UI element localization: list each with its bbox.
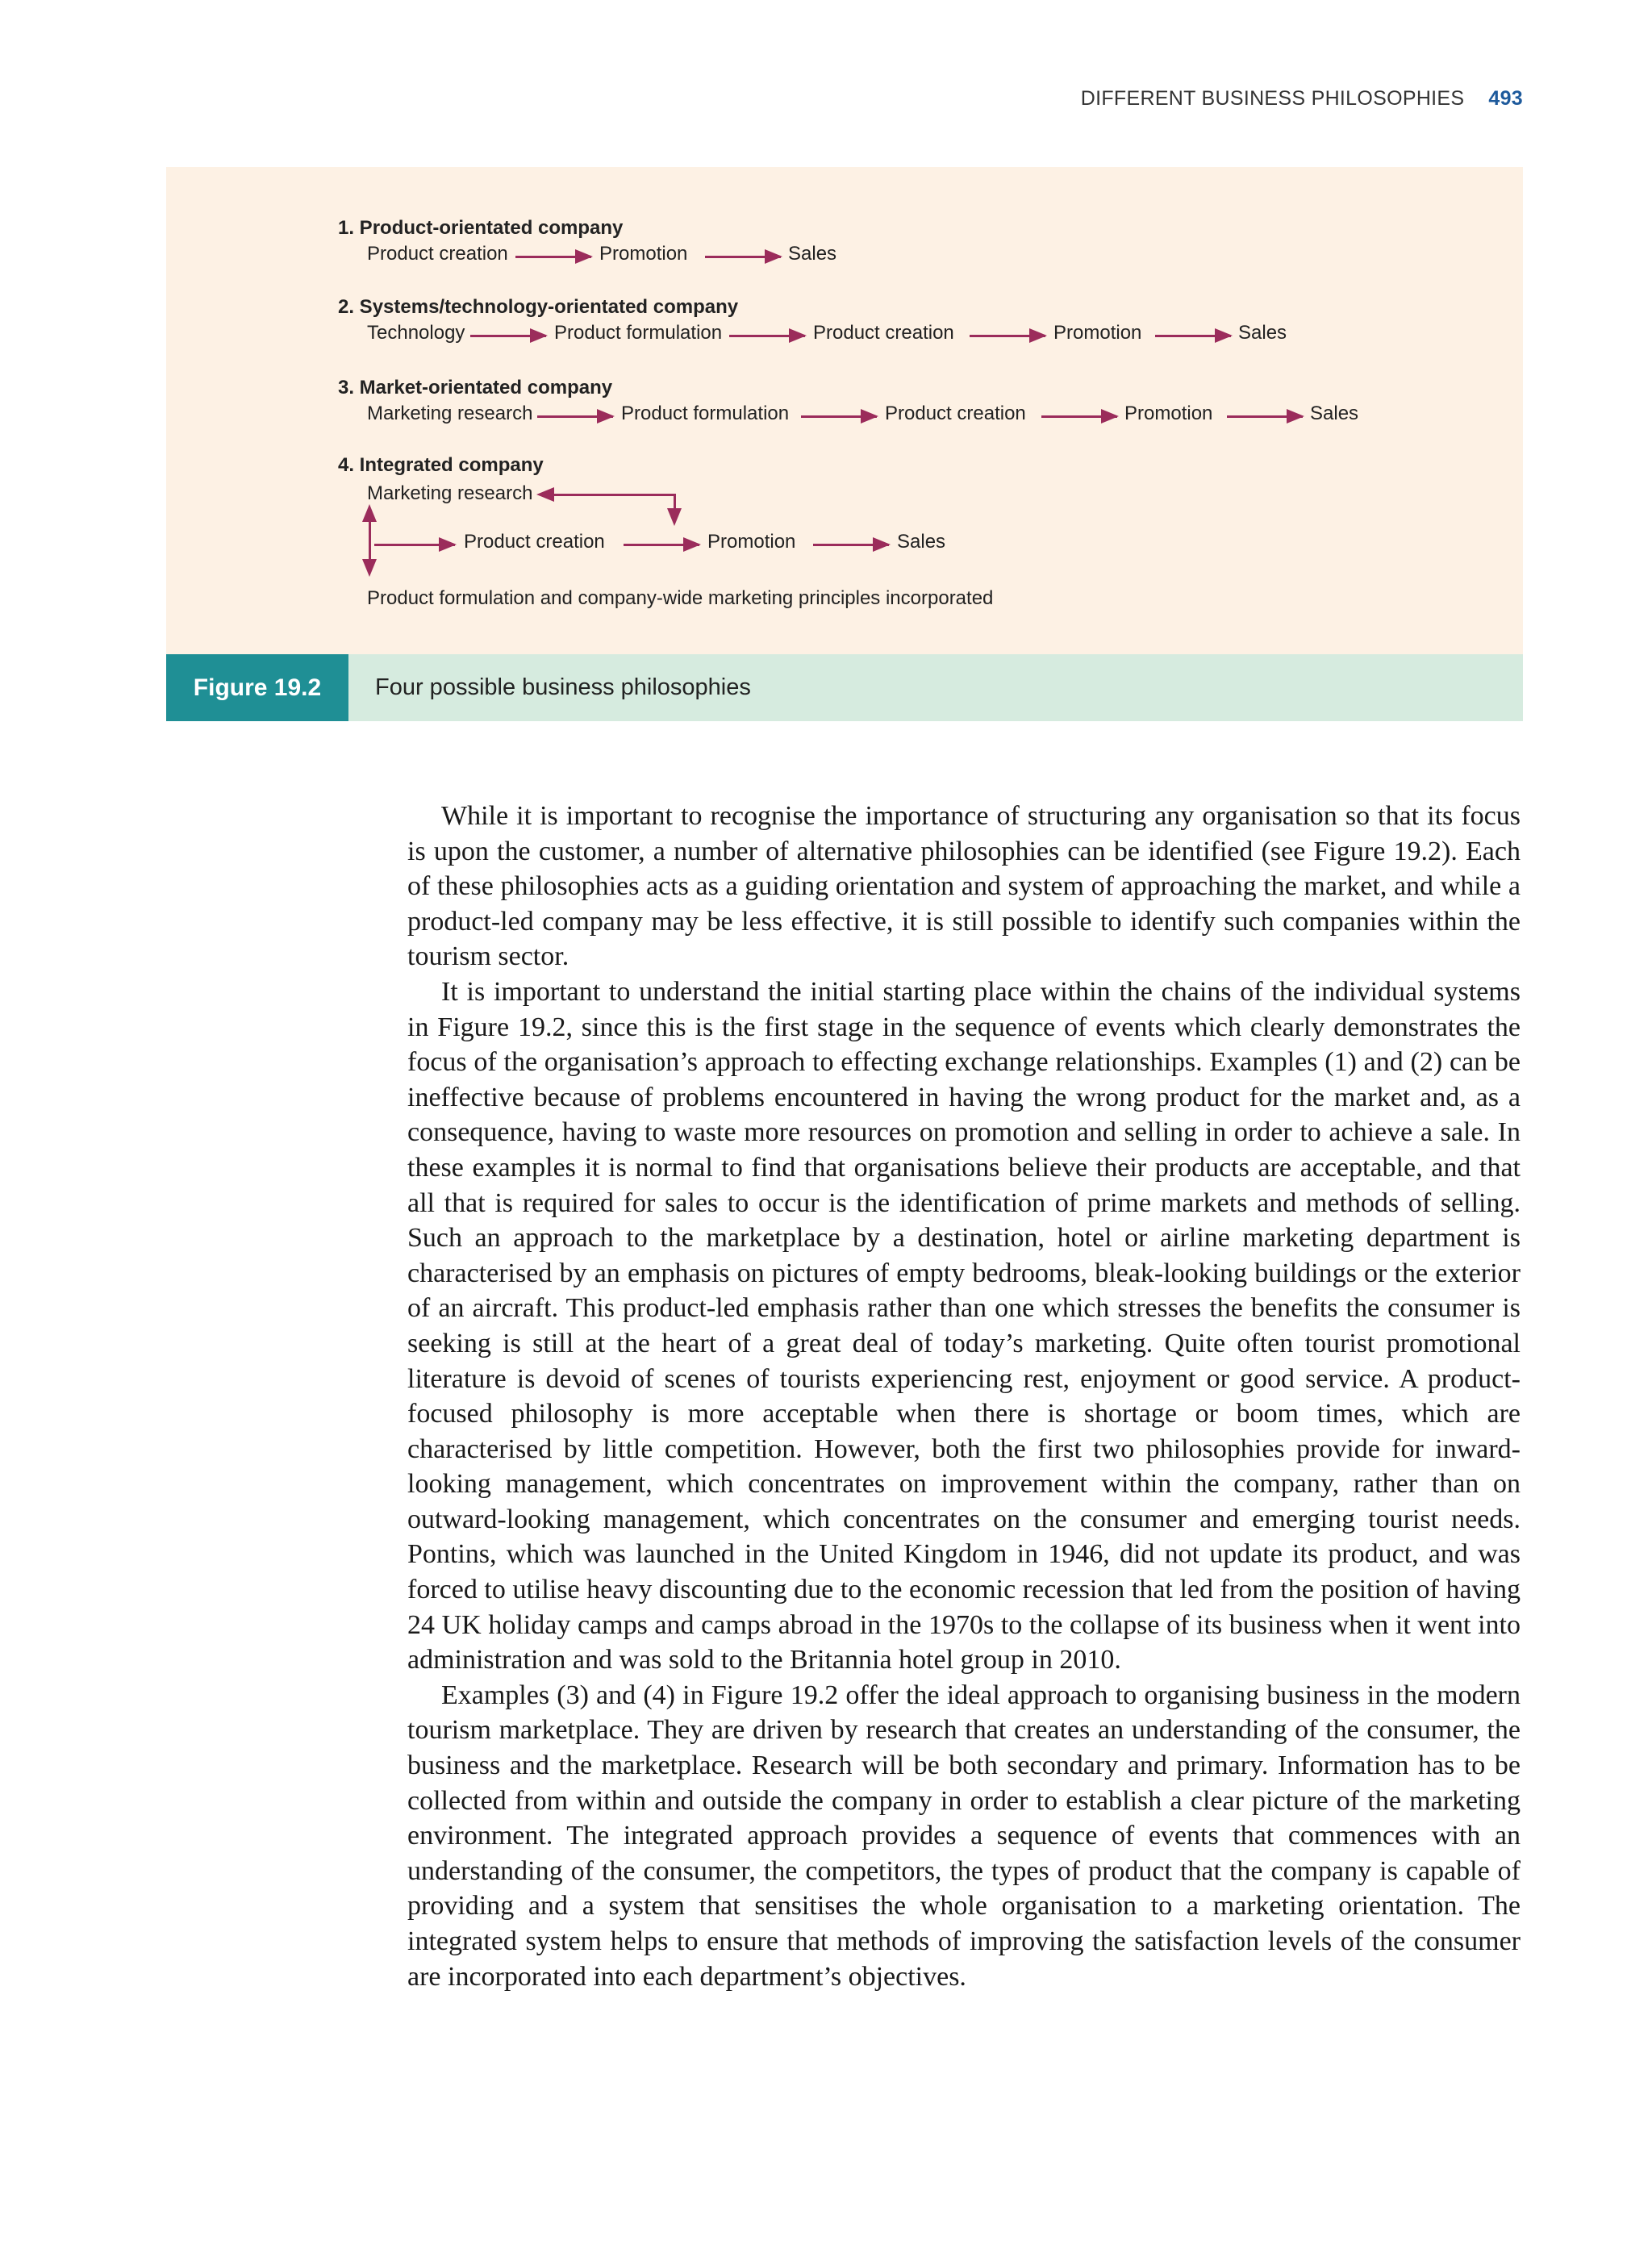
flow-arrow	[624, 544, 699, 546]
page-number: 493	[1488, 87, 1523, 110]
flow-arrow	[470, 335, 546, 337]
block-2-step-4: Promotion	[1053, 322, 1142, 344]
running-title: DIFFERENT BUSINESS PHILOSOPHIES	[1080, 87, 1465, 110]
flow-arrow	[537, 415, 613, 418]
body-text	[407, 799, 1521, 1994]
flow-arrow	[515, 256, 591, 258]
flow-arrow	[1227, 415, 1303, 418]
block-3-step-1: Marketing research	[367, 403, 533, 424]
running-head	[1081, 87, 1523, 111]
block-1-step-3: Sales	[788, 243, 837, 265]
feedback-arrow-down	[667, 508, 682, 526]
paragraph: Examples (3) and (4) in Figure 19.2 offer the ideal approach to organising business in the modern tourism marketplace. They are driven by research that creates an understanding of the consumer, the business and the marketplace. Research will be both secondary and primary. Information has to be collected from within and outside the company in order to establish a clear picture of the marketing environment. The integrated approach provides a sequence of events that commences with an understanding of the consumer, the competitors, the types of product that the company is capable of providing and a system that sensitises the whole organisation to a marketing orientation. The integrated system helps to ensure that methods of improving the satisfaction levels of the consumer are incorporated into each department’s objectives.	[407, 1680, 1521, 1992]
block-1-step-1: Product creation	[367, 243, 508, 265]
block-2-step-1: Technology	[367, 322, 465, 344]
block-1-step-2: Promotion	[599, 243, 688, 265]
block-3-step-4: Promotion	[1124, 403, 1213, 424]
figure-caption-text: Four possible business philosophies	[375, 674, 751, 700]
flow-arrow	[374, 544, 455, 546]
block-2-step-3: Product creation	[813, 322, 954, 344]
feedback-line-vertical	[674, 494, 676, 510]
flow-arrow	[813, 544, 889, 546]
block-2-step-5: Sales	[1238, 322, 1287, 344]
figure-diagram	[166, 167, 1523, 654]
flow-arrow	[970, 335, 1045, 337]
flow-arrow	[729, 335, 805, 337]
flow-arrow	[1041, 415, 1117, 418]
block-4-step-2: Promotion	[707, 531, 796, 553]
block-4-heading: 4. Integrated company	[338, 454, 544, 476]
feedback-line	[552, 494, 675, 496]
block-3-step-5: Sales	[1310, 403, 1359, 424]
block-4-step-3: Sales	[897, 531, 946, 553]
figure-label: Figure 19.2	[166, 654, 348, 721]
flow-arrow	[801, 415, 877, 418]
block-3-step-2: Product formulation	[621, 403, 790, 424]
block-4-footer: Product formulation and company-wide marketing principles incorporated	[367, 587, 994, 609]
paragraph: While it is important to recognise the importance of structuring any organisation so that its focus is upon the customer, a number of alternative philosophies can be identified (see Figure 19.2). Each of these philosophies acts as a guiding orientation and system of approaching the market, and while a product-led company may be less effective, it is still possible to identify such companies within the tourism sector.	[407, 801, 1521, 972]
block-4-top-node: Marketing research	[367, 482, 533, 504]
double-arrow-down	[362, 559, 377, 577]
block-1-heading: 1. Product-orientated company	[338, 217, 624, 239]
double-arrow-up	[362, 504, 377, 522]
block-3-step-3: Product creation	[885, 403, 1026, 424]
figure-caption	[166, 654, 1523, 721]
paragraph: It is important to understand the initial starting place within the chains of the individual systems in Figure 19.2, since this is the first stage in the sequence of events which clearly demonstrates the focus of the organisation’s approach to effecting exchange relationships. Examples (1) and (2) can be ineffective because of problems encountered in having the wrong product for the market and, as a consequence, having to waste more resources on promotion and selling in order to achieve a sale. In these examples it is normal to find that organisations believe their products are acceptable, and that all that is required for sales to occur is the identification of prime markets and methods of selling. Such an approach to the marketplace by a destination, hotel or airline marketing department is characterised by an emphasis on pictures of empty bedrooms, bleak-looking buildings or the exterior of an aircraft. This product-led emphasis rather than one which stresses the benefits the consumer is seeking is still at the heart of a great deal of today’s marketing. Quite often tourist promotional literature is devoid of scenes of tourists experiencing rest, enjoyment or good service. A product-focused philosophy is more acceptable when there is shortage or boom times, which are characterised by little competition. However, both the first two philosophies provide for inward-looking management, which concentrates on improvement within the company, rather than on outward-looking management, which concentrates on the consumer and emerging tourist needs. Pontins, which was launched in the United Kingdom in 1946, did not update its product, and was forced to utilise heavy discounting due to the economic recession that led from the position of having 24 UK holiday camps and camps abroad in the 1970s to the collapse of its business when it went into administration and was sold to the Britannia hotel group in 2010.	[407, 976, 1521, 1675]
flow-arrow	[1155, 335, 1231, 337]
block-2-heading: 2. Systems/technology-orientated company	[338, 296, 739, 318]
block-3-heading: 3. Market-orientated company	[338, 377, 613, 399]
flow-arrow	[705, 256, 781, 258]
block-2-step-2: Product formulation	[554, 322, 723, 344]
block-4-step-1: Product creation	[464, 531, 605, 553]
double-arrow-line	[369, 520, 371, 561]
